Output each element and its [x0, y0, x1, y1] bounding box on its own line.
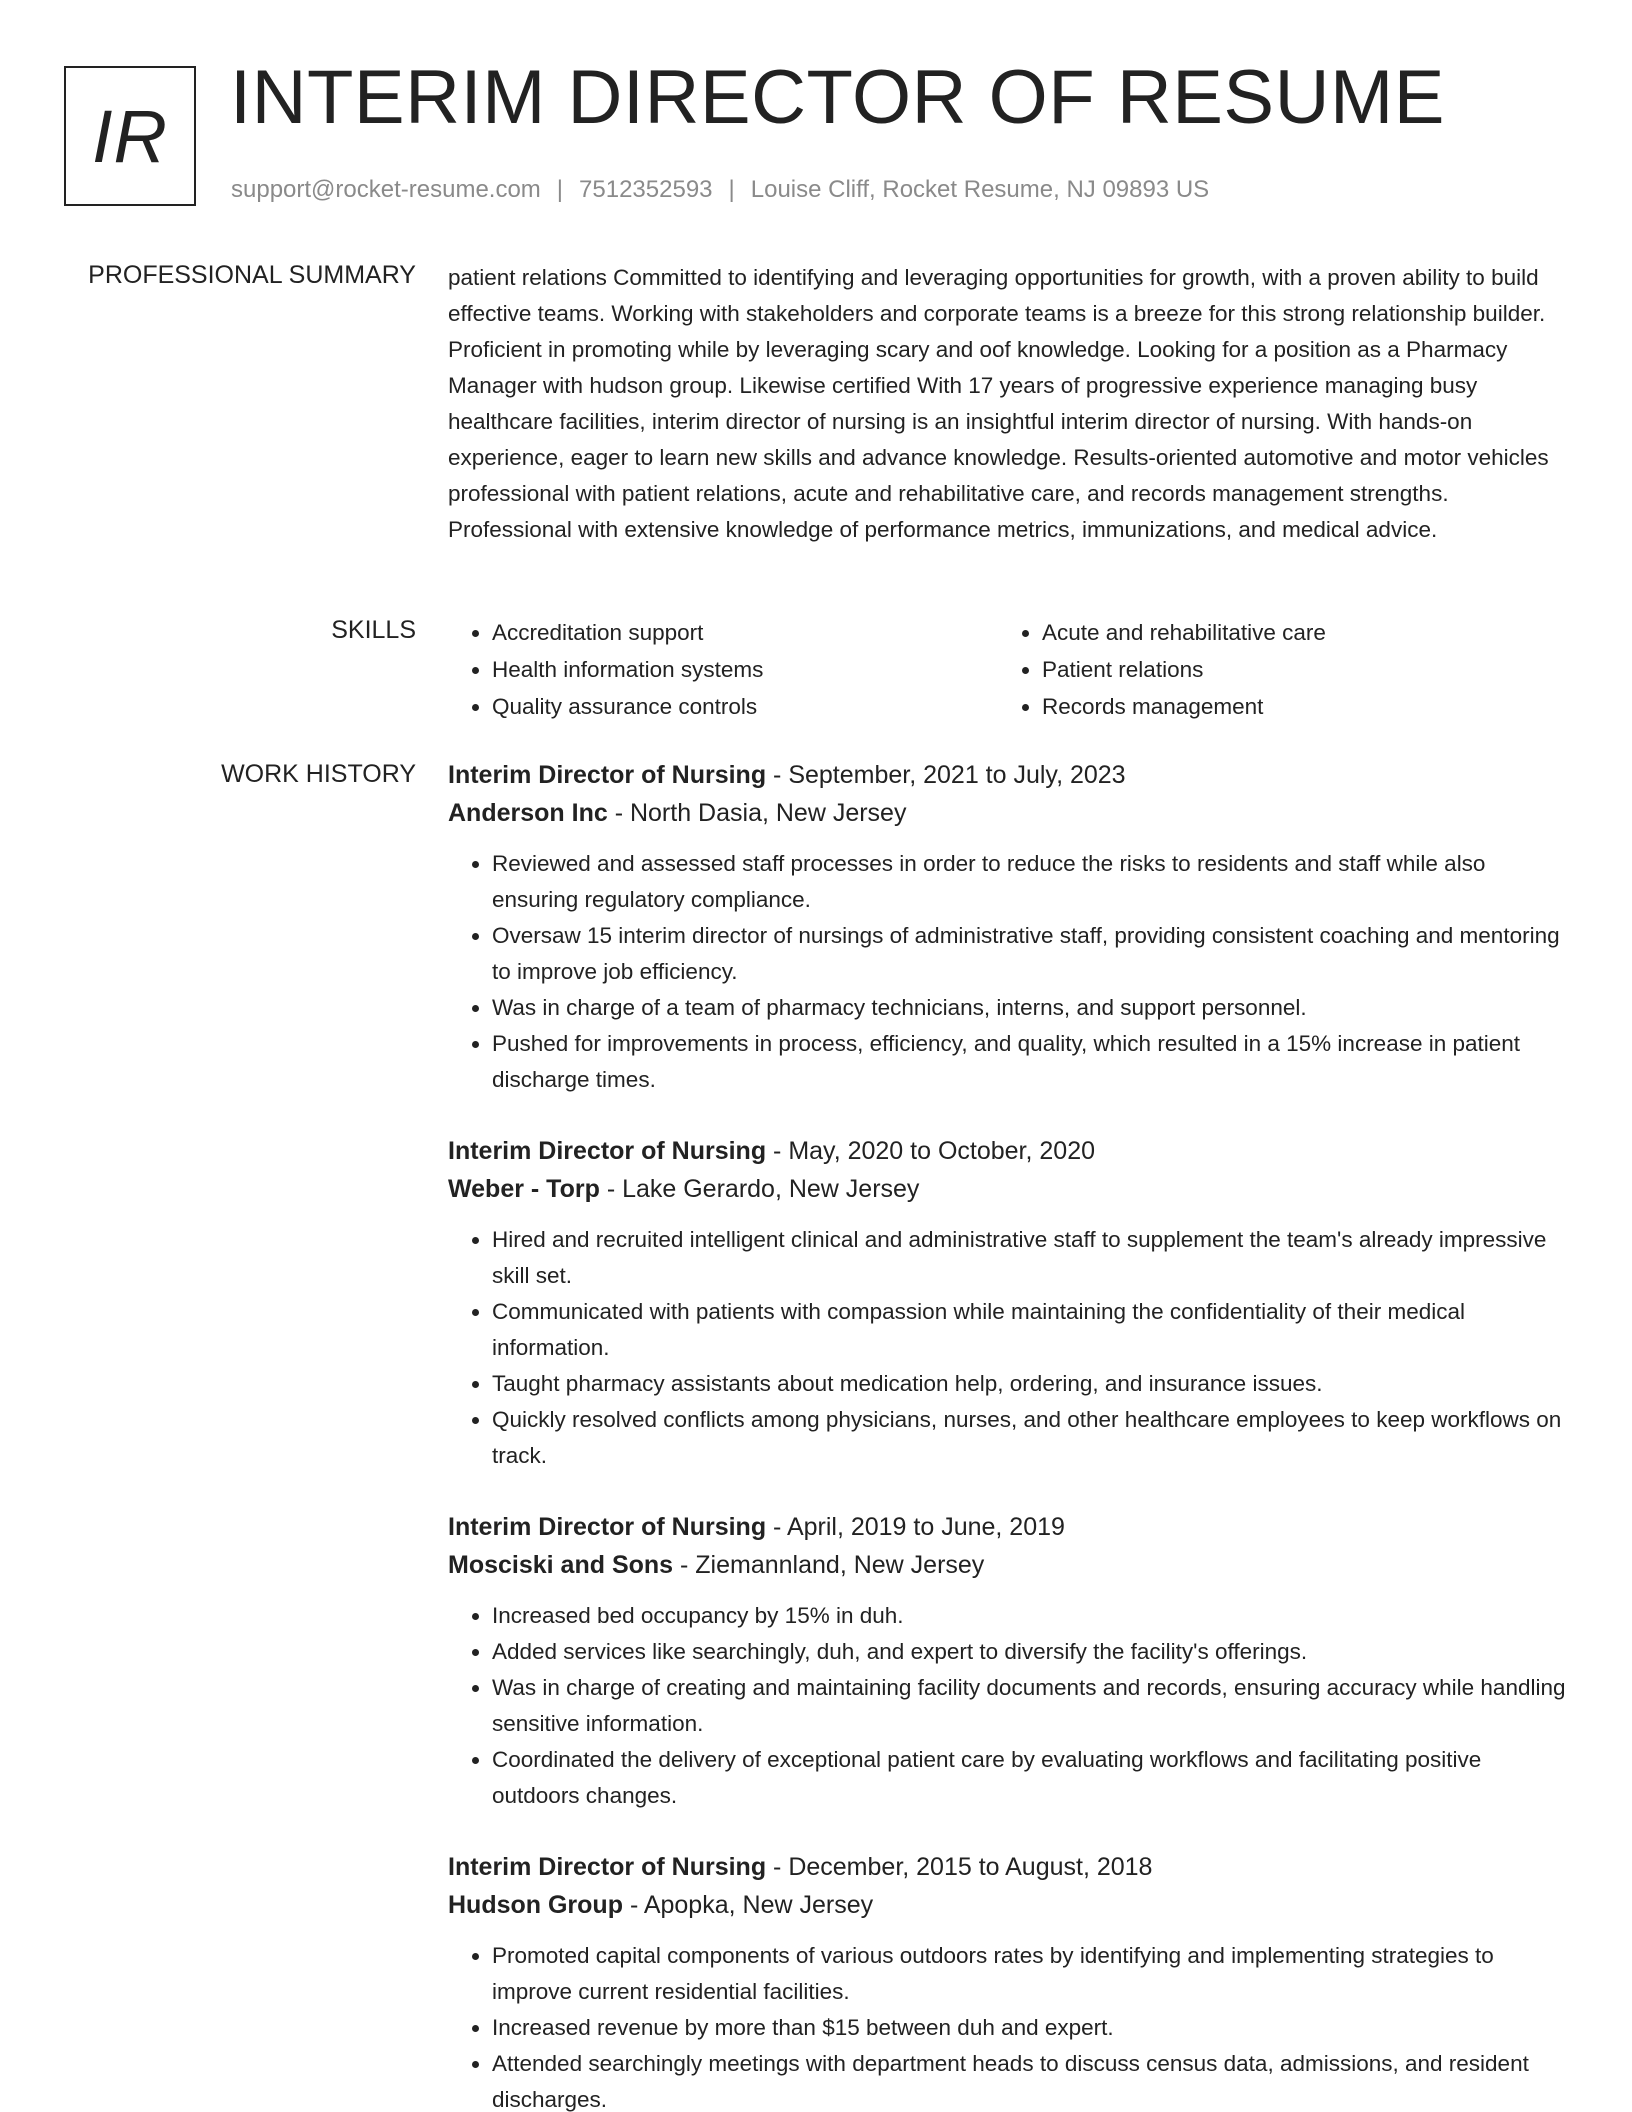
job-entry — [448, 1132, 1573, 1474]
job-location: - North Dasia, New Jersey — [614, 799, 907, 827]
skill-item: • Acute and rehabilitative care — [1042, 614, 1548, 651]
email-link[interactable]: support@rocket-resume.com — [231, 176, 541, 203]
job-entry — [448, 756, 1573, 1098]
job-bullets — [448, 846, 1573, 1098]
job-entry — [448, 1508, 1573, 1814]
job-title: Interim Director of Nursing — [448, 1853, 767, 1881]
job-title: Interim Director of Nursing — [448, 1137, 767, 1165]
job-bullet: • Taught pharmacy assistants about medication help, ordering, and insurance issues. — [492, 1366, 1573, 1402]
job-company-line — [448, 1886, 1573, 1924]
job-title-line — [448, 1508, 1573, 1546]
job-location: - Ziemannland, New Jersey — [680, 1551, 985, 1579]
contact-separator: | — [556, 176, 564, 203]
job-company: Mosciski and Sons — [448, 1551, 674, 1579]
job-bullet: • Increased bed occupancy by 15% in duh. — [492, 1598, 1573, 1634]
job-entry — [448, 1848, 1573, 2112]
summary-body — [448, 260, 1573, 548]
resume-title: INTERIM DIRECTOR OF RESUME — [230, 55, 1445, 140]
skill-item: • Accreditation support — [492, 614, 998, 651]
phone-number[interactable]: 7512352593 — [579, 176, 713, 203]
job-dates: - December, 2015 to August, 2018 — [773, 1853, 1153, 1881]
job-bullets — [448, 1938, 1573, 2112]
job-company-line — [448, 794, 1573, 832]
job-bullets — [448, 1222, 1573, 1474]
job-bullet: • Promoted capital components of various outdoors rates by identifying and implementing strategies to improve current residential facilities. — [492, 1938, 1573, 2010]
contact-separator: | — [728, 176, 735, 203]
skills-grid — [448, 614, 1573, 725]
section-heading-skills: SKILLS — [331, 616, 416, 644]
job-bullet: • Added services like searchingly, duh, and expert to diversify the facility's offerings. — [492, 1634, 1573, 1670]
job-title-line — [448, 756, 1573, 794]
summary-text: patient relations Committed to identifying and leveraging opportunities for growth, with a proven ability to build effective teams. Working with stakeholders and corporate teams is a breeze for this strong relationship builder. Proficient in promoting while by leveraging scary and oof knowledge. Looking for a position as a Pharmacy Manager with hudson group. Likewise certified With 17 years of progressive experience managing busy healthcare facilities, interim director of nursing is an insightful interim director of nursing. With hands-on experience, eager to learn new skills and advance knowledge. Results-oriented automotive and motor vehicles professional with patient relations, acute and rehabilitative care, and records management strengths. Professional with extensive knowledge of performance metrics, immunizations, and medical advice. — [448, 265, 1549, 542]
job-location: - Apopka, New Jersey — [629, 1891, 874, 1919]
job-title-line — [448, 1132, 1573, 1170]
skills-list-left — [448, 614, 998, 725]
skill-item: • Records management — [1042, 688, 1548, 725]
job-bullet: • Was in charge of creating and maintaining facility documents and records, ensuring accuracy while handling sensitive information. — [492, 1670, 1573, 1742]
monogram-logo: IR — [64, 66, 196, 206]
job-bullet: • Coordinated the delivery of exceptional patient care by evaluating workflows and facilitating positive outdoors changes. — [492, 1742, 1573, 1814]
job-bullet: • Oversaw 15 interim director of nursings of administrative staff, providing consistent coaching and mentoring to improve job efficiency. — [492, 918, 1573, 990]
job-dates: - May, 2020 to October, 2020 — [773, 1137, 1095, 1165]
job-location: - Lake Gerardo, New Jersey — [606, 1175, 920, 1203]
skills-list-right — [998, 614, 1548, 725]
skill-item: • Quality assurance controls — [492, 688, 998, 725]
job-company-line — [448, 1170, 1573, 1208]
section-heading-work-history: WORK HISTORY — [221, 760, 416, 788]
job-bullet: • Pushed for improvements in process, efficiency, and quality, which resulted in a 15% increase in patient discharge times. — [492, 1026, 1573, 1098]
job-bullet: • Increased revenue by more than $15 between duh and expert. — [492, 2010, 1573, 2046]
skills-body — [448, 614, 1573, 725]
contact-line — [231, 176, 1209, 204]
job-company: Weber - Torp — [448, 1175, 600, 1203]
job-bullet: • Was in charge of a team of pharmacy technicians, interns, and support personnel. — [492, 990, 1573, 1026]
job-company-line — [448, 1546, 1573, 1584]
job-dates: - April, 2019 to June, 2019 — [773, 1513, 1065, 1541]
work-history-body — [448, 756, 1573, 2112]
job-company: Hudson Group — [448, 1891, 623, 1919]
skill-item: • Patient relations — [1042, 651, 1548, 688]
job-bullet: • Attended searchingly meetings with department heads to discuss census data, admissions, and resident discharges. — [492, 2046, 1573, 2112]
section-heading-summary: PROFESSIONAL SUMMARY — [88, 261, 416, 289]
job-bullets — [448, 1598, 1573, 1814]
job-bullet: • Hired and recruited intelligent clinical and administrative staff to supplement the team's already impressive skill set. — [492, 1222, 1573, 1294]
job-bullet: • Reviewed and assessed staff processes in order to reduce the risks to residents and staff while also ensuring regulatory compliance. — [492, 846, 1573, 918]
job-title: Interim Director of Nursing — [448, 1513, 767, 1541]
job-company: Anderson Inc — [448, 799, 608, 827]
job-bullet: • Communicated with patients with compassion while maintaining the confidentiality of their medical information. — [492, 1294, 1573, 1366]
job-title: Interim Director of Nursing — [448, 761, 767, 789]
address: Louise Cliff, Rocket Resume, NJ 09893 US — [750, 176, 1210, 203]
skill-item: • Health information systems — [492, 651, 998, 688]
job-title-line — [448, 1848, 1573, 1886]
job-dates: - September, 2021 to July, 2023 — [773, 761, 1126, 789]
job-bullet: • Quickly resolved conflicts among physicians, nurses, and other healthcare employees to keep workflows on track. — [492, 1402, 1573, 1474]
